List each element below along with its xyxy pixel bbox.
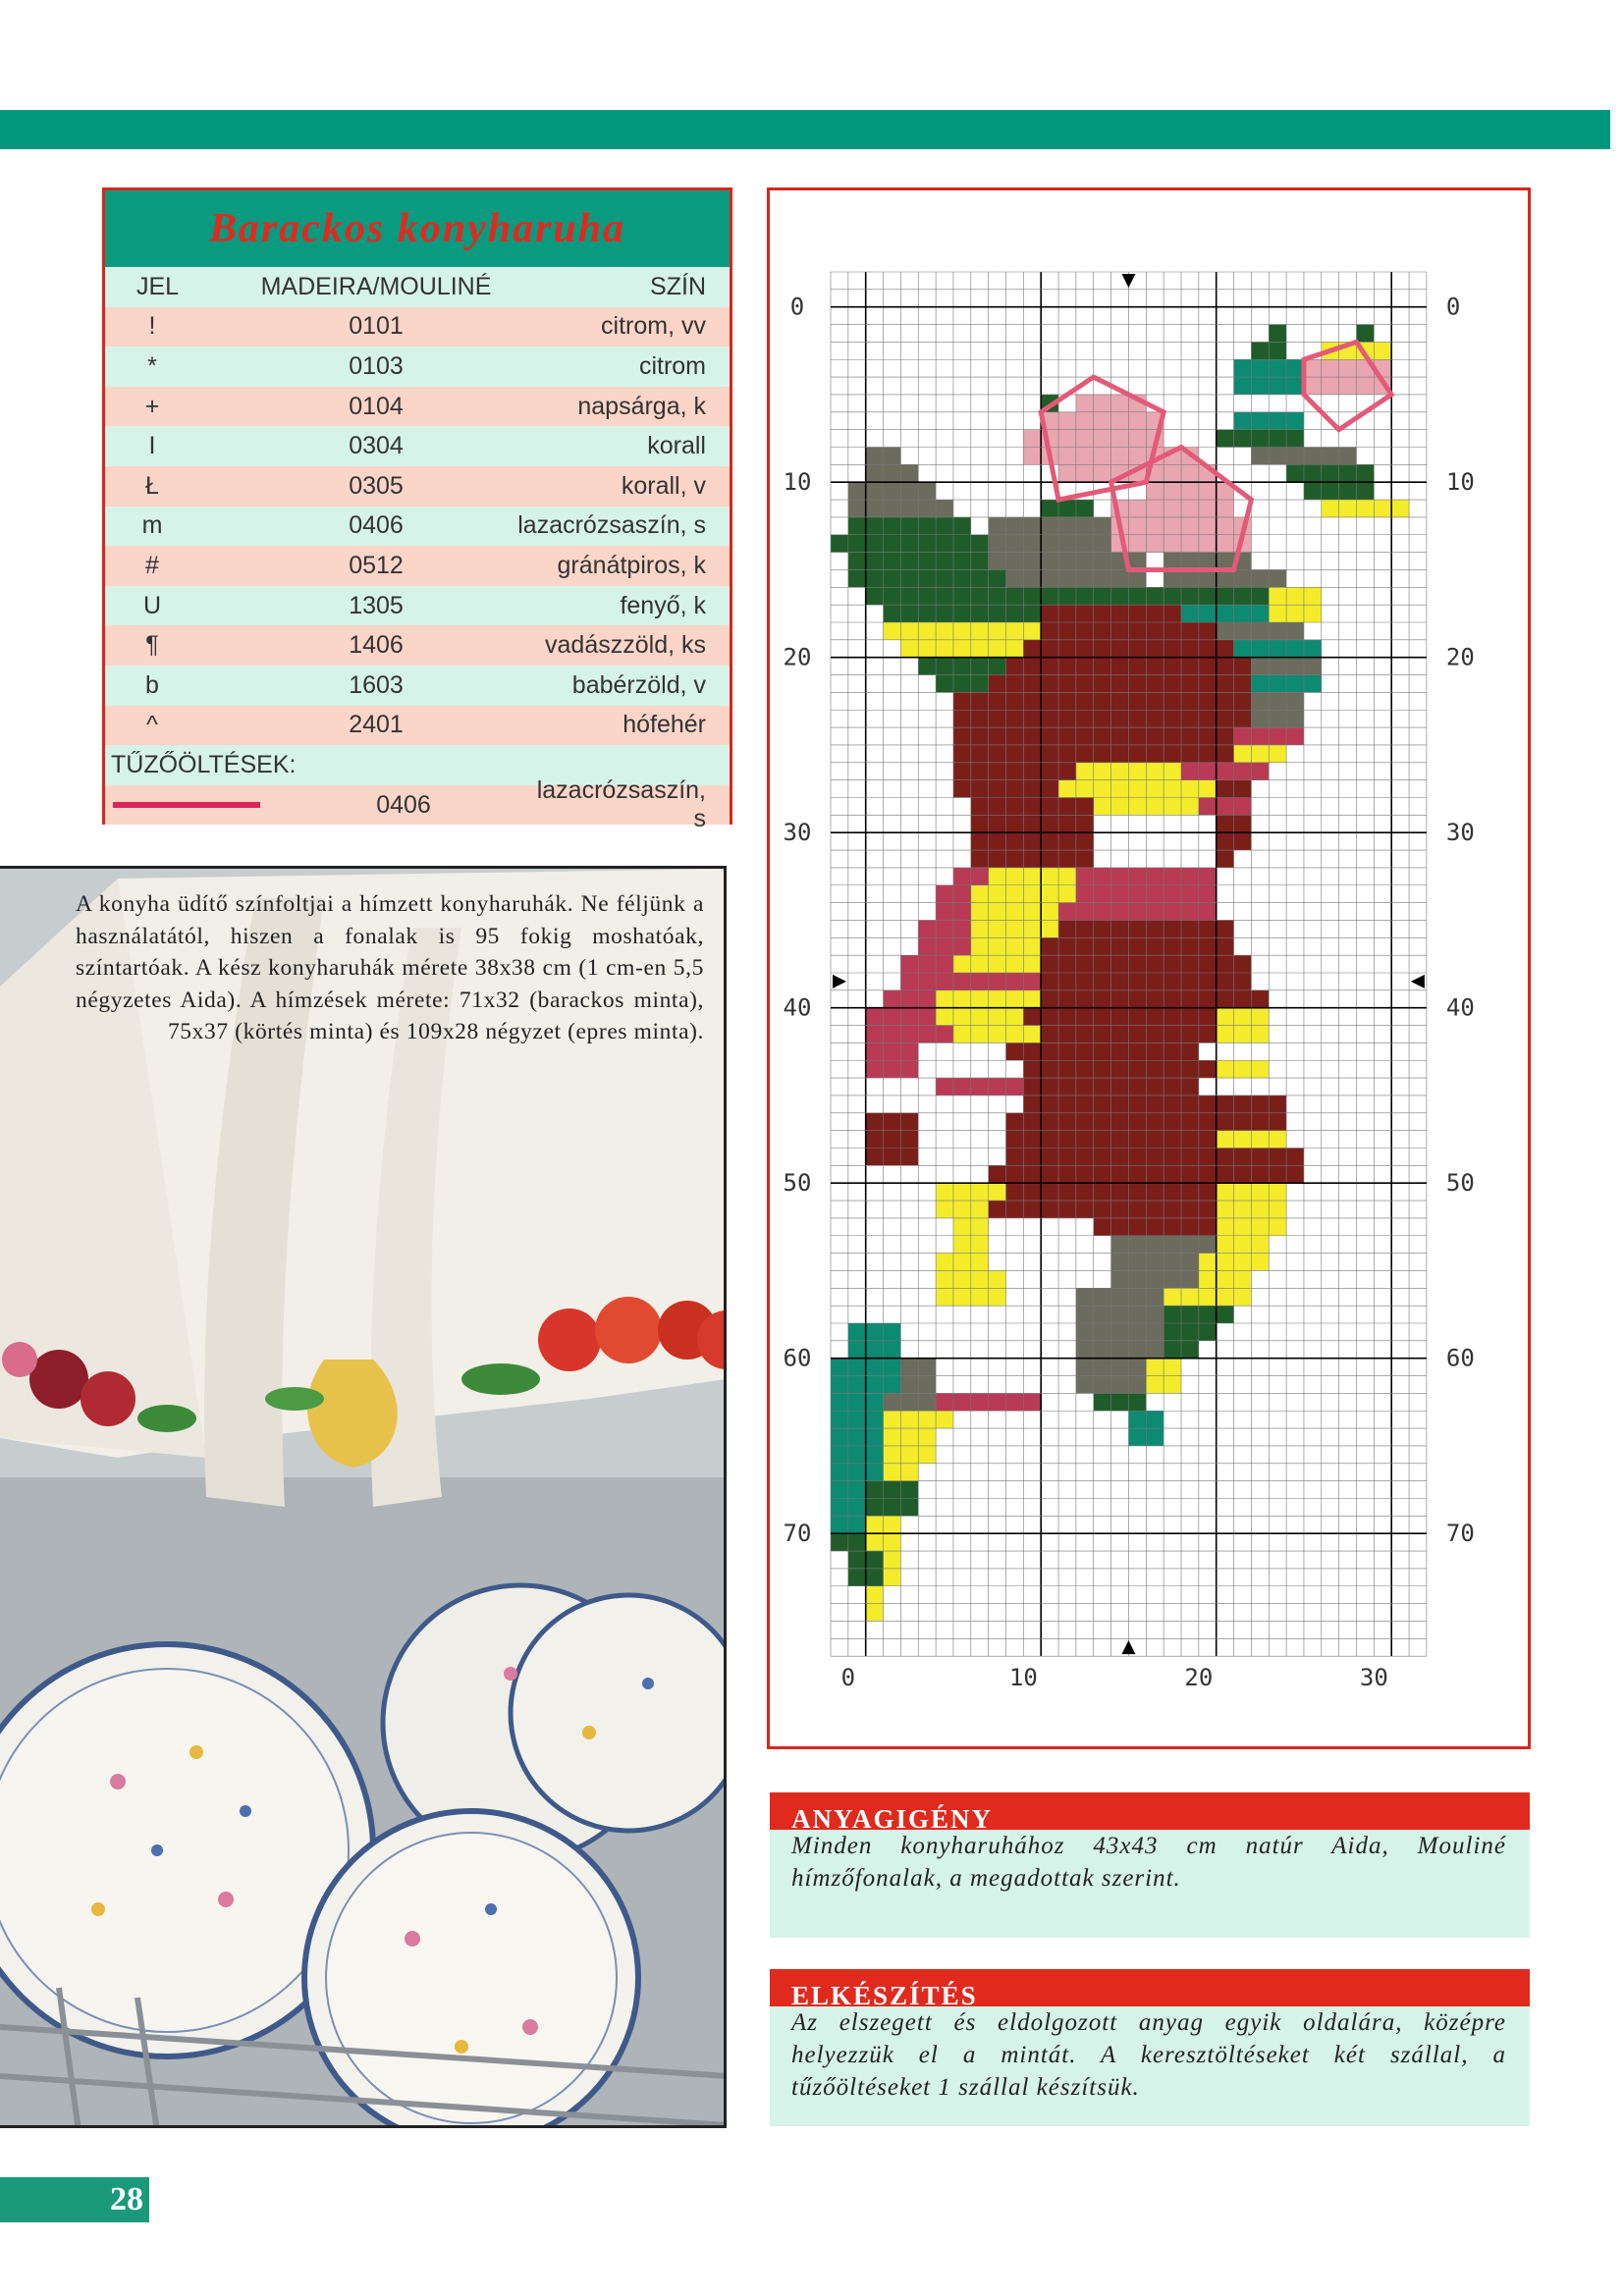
stitch-block: [1217, 430, 1304, 448]
stitch-block: [936, 1078, 1023, 1095]
stitch-block: [884, 1095, 937, 1113]
stitch-block: [1111, 500, 1234, 517]
backstitch-label: TŰZŐÖLTÉSEK:: [111, 750, 297, 778]
stitch-block: [953, 692, 1251, 710]
stitch-block: [1199, 798, 1252, 816]
right-axis-label: 10: [1445, 468, 1475, 497]
stitch-block: [936, 1201, 989, 1218]
legend-symbol: ^: [146, 711, 158, 739]
stitch-block: [866, 464, 919, 482]
stitch-block: [1217, 1148, 1304, 1166]
stitch-block: [884, 1446, 937, 1464]
header-bar: [0, 110, 1610, 149]
center-marker-right: [1411, 975, 1425, 988]
materials-heading: ANYAGIGÉNY: [770, 1792, 1530, 1830]
stitch-block: [1058, 903, 1217, 921]
stitch-block: [1234, 745, 1287, 763]
legend-row: [105, 347, 730, 387]
header-code: MADEIRA/MOULINÉ: [260, 272, 492, 300]
stitch-block: [989, 868, 1076, 885]
legend-symbol: ¶: [145, 631, 159, 660]
page-number: 28: [0, 2177, 149, 2222]
stitch-block: [866, 1481, 919, 1499]
stitch-block: [918, 1148, 1005, 1166]
legend-symbol: m: [141, 511, 163, 540]
stitch-block: [1164, 1323, 1217, 1341]
stitch-block: [918, 1131, 1005, 1148]
stitch-block: [1251, 710, 1304, 727]
materials-text: Minden konyharuhához 43x43 cm natúr Aida, Mouliné hímzőfonalak, a megadottak szerint.: [791, 1833, 1506, 1892]
stitch-block: [866, 1165, 919, 1183]
stitch-block: [831, 1446, 884, 1464]
stitch-block: [900, 1323, 1023, 1341]
legend-header-row: [105, 267, 730, 307]
stitch-block: [1006, 1042, 1199, 1060]
stitch-block: [971, 850, 1094, 868]
legend-code: 1406: [349, 631, 404, 660]
stitch-block: [918, 1113, 1005, 1131]
stitch-block: [971, 920, 1058, 937]
stitch-block: [866, 1060, 919, 1078]
stitch-block: [884, 1393, 937, 1411]
legend-color: korall: [647, 432, 706, 460]
stitch-block: [1322, 500, 1409, 517]
stitch-block: [1251, 692, 1304, 710]
legend-color: citrom: [638, 351, 706, 380]
stitch-block: [989, 517, 1111, 535]
stitch-block: [1111, 1270, 1199, 1288]
stitch-block: [1023, 1060, 1216, 1078]
stitch-block: [866, 1586, 884, 1604]
stitch-block: [884, 622, 1042, 640]
stitch-block: [971, 832, 1094, 850]
stitch-block: [953, 780, 1076, 798]
left-axis-label: 20: [783, 643, 812, 671]
center-marker-bottom: [1121, 1640, 1135, 1654]
legend-color: fenyő, k: [620, 591, 706, 619]
stitch-block: [1304, 377, 1391, 395]
stitch-block: [1164, 1288, 1251, 1306]
left-axis-label: 70: [783, 1520, 812, 1548]
stitch-block: [831, 1464, 884, 1481]
stitch-block: [1041, 937, 1233, 955]
stitch-block: [831, 1411, 884, 1428]
header-color: SZÍN: [650, 272, 706, 300]
center-marker-left: [833, 975, 846, 988]
photo-caption: A konyha üdítő színfoltjai a hímzett konyharuhák. Ne féljünk a használatától, hiszen a fonalak is 95 fokig moshatóak, színtartóak. A kész konyharuhák mérete 38x38 cm (1 cm-en 5,5 négyzetes Aida). A hímzések mérete: 71x32 (barackos minta), 75x37 (körtés minta) és 109x28 négyzet (epres minta).: [76, 891, 704, 1044]
legend-row: [105, 586, 730, 626]
stitch-block: [884, 1078, 937, 1095]
stitch-block: [1217, 622, 1304, 640]
color-key-table: [102, 187, 732, 833]
legend-row: [105, 387, 730, 427]
instructions-box: [770, 1969, 1530, 2126]
legend-code: 1603: [349, 670, 404, 699]
legend-code: 0304: [349, 432, 404, 460]
stitch-block: [989, 1165, 1217, 1183]
legend-symbol: #: [145, 551, 159, 579]
legend-symbol: Ł: [145, 471, 159, 500]
stitch-block: [1269, 587, 1322, 605]
stitch-block: [989, 535, 1111, 553]
stitch-block: [1111, 1254, 1199, 1271]
left-axis-label: 10: [783, 468, 812, 497]
stitch-block: [1217, 1026, 1270, 1043]
stitch-block: [918, 1042, 1005, 1060]
legend-symbol: b: [145, 670, 159, 699]
right-axis-label: 20: [1445, 643, 1475, 671]
stitch-block: [1357, 325, 1375, 343]
right-axis-label: 60: [1445, 1344, 1475, 1372]
stitch-block: [1217, 1060, 1270, 1078]
legend-color: lazacrózsaszín, s: [517, 511, 706, 540]
stitch-block: [1217, 1008, 1270, 1026]
stitch-block: [953, 955, 1041, 973]
stitch-block: [1217, 1165, 1304, 1183]
stitch-block: [831, 535, 989, 553]
legend-symbol: I: [148, 432, 156, 460]
stitch-block: [971, 815, 1094, 832]
stitch-block: [900, 955, 953, 973]
stitch-block: [848, 1323, 901, 1341]
stitch-block: [989, 675, 1252, 693]
stitch-block: [1094, 850, 1217, 868]
legend-color: citrom, vv: [601, 312, 706, 341]
stitch-block: [848, 517, 971, 535]
stitch-block: [866, 1218, 953, 1236]
legend-color: babérzöld, v: [571, 670, 706, 699]
backstitch-line-cell: [105, 802, 264, 808]
legend-row: [105, 466, 730, 507]
stitch-block: [1094, 832, 1217, 850]
bottom-axis-label: 0: [840, 1664, 856, 1692]
stitch-block: [918, 937, 971, 955]
stitch-block: [1181, 605, 1269, 622]
stitch-block: [989, 553, 1147, 570]
kitchen-towel-photo: [0, 866, 727, 2128]
stitch-block: [884, 1551, 901, 1569]
legend-code: 0101: [349, 312, 404, 341]
legend-symbol: !: [148, 312, 156, 341]
stitch-block: [866, 1131, 919, 1148]
legend-code: 0406: [349, 511, 404, 540]
left-axis-label: 40: [783, 993, 812, 1022]
legend-color: korall, v: [621, 471, 706, 500]
instructions-text: Az elszegett és eldolgozott anyag egyik oldalára, középre helyezzük el a mintát. A keresztöltéseket két szállal, a tűzőöltéseket 1 szállal készítsük.: [791, 2009, 1506, 2101]
stitch-block: [1041, 412, 1164, 430]
stitch-block: [1023, 1008, 1216, 1026]
stitch-block: [1199, 1270, 1252, 1288]
stitch-block: [1058, 780, 1217, 798]
stitch-block: [866, 1113, 919, 1131]
right-axis-label: 30: [1445, 819, 1475, 847]
instructions-heading: ELKÉSZÍTÉS: [770, 1969, 1530, 2006]
right-axis-label: 0: [1445, 293, 1461, 321]
stitch-block: [884, 605, 1042, 622]
stitch-block: [1094, 815, 1217, 832]
stitch-block: [1094, 1218, 1217, 1236]
stitch-block: [953, 710, 1251, 727]
stitch-block: [936, 1254, 989, 1271]
stitch-block: [866, 1604, 884, 1622]
legend-code: 1305: [349, 591, 404, 619]
legend-row: [105, 666, 730, 706]
backstitch-code: 0406: [376, 790, 431, 819]
left-axis-label: 50: [783, 1169, 812, 1198]
header-symbol: JEL: [136, 272, 180, 300]
stitch-block: [1146, 482, 1233, 500]
backstitch-line-sample: [113, 802, 260, 808]
legend-symbol: +: [144, 392, 160, 420]
stitch-block: [866, 1148, 919, 1166]
stitch-block: [866, 1499, 919, 1517]
bottom-axis-label: 30: [1359, 1664, 1388, 1692]
stitch-block: [1041, 990, 1269, 1008]
photo-illustration: [0, 869, 727, 2128]
legend-row: [105, 426, 730, 466]
stitch-block: [884, 1428, 937, 1446]
stitch-block: [1269, 605, 1322, 622]
stitch-block: [1269, 325, 1286, 343]
bottom-axis-label: 10: [1008, 1664, 1038, 1692]
stitch-block: [1041, 500, 1094, 517]
stitch-block: [900, 973, 953, 990]
chart-grid: [770, 190, 1528, 1746]
legend-color: hófehér: [623, 711, 706, 739]
stitch-block: [1199, 1095, 1286, 1113]
stitch-block: [831, 1393, 884, 1411]
bottom-axis-label: 20: [1184, 1664, 1214, 1692]
stitch-block: [1234, 640, 1322, 658]
left-axis-label: 60: [783, 1344, 812, 1372]
legend-row: [105, 625, 730, 666]
legend-color: vadászzöld, ks: [545, 631, 706, 660]
legend-code: 0104: [349, 392, 404, 420]
stitch-block: [953, 763, 1076, 780]
left-axis-label: 30: [783, 819, 812, 847]
stitch-block: [918, 920, 971, 937]
stitch-block: [831, 1428, 884, 1446]
stitch-block: [1217, 1236, 1270, 1254]
cross-stitch-chart: [767, 187, 1531, 1749]
center-marker-top: [1121, 274, 1135, 288]
left-axis-label: 0: [789, 293, 805, 321]
legend-row: [105, 706, 730, 746]
legend-title: Barackos konyharuha: [105, 190, 730, 267]
backstitch-row: [105, 776, 730, 833]
stitch-block: [989, 1201, 1217, 1218]
legend-code: 0512: [349, 551, 404, 579]
stitch-block: [1286, 464, 1374, 482]
stitch-block: [1076, 1323, 1164, 1341]
stitch-block: [1164, 569, 1286, 587]
right-axis-label: 70: [1445, 1520, 1475, 1548]
stitch-block: [848, 569, 1006, 587]
legend-color: napsárga, k: [577, 392, 706, 420]
stitch-block: [866, 1236, 953, 1254]
legend-row: [105, 546, 730, 586]
stitch-block: [866, 1042, 919, 1060]
legend-code: 0305: [349, 471, 404, 500]
legend-row: [105, 307, 730, 347]
stitch-block: [936, 1008, 1023, 1026]
stitch-block: [884, 1569, 901, 1586]
stitch-block: [953, 973, 1041, 990]
backstitch-color: lazacrózsaszín, s: [536, 776, 706, 833]
legend-symbol: *: [147, 351, 157, 380]
stitch-block: [1094, 1393, 1147, 1411]
stitch-block: [1076, 1341, 1164, 1359]
right-axis-label: 40: [1445, 993, 1475, 1022]
legend-code: 0103: [349, 351, 404, 380]
right-axis-label: 50: [1445, 1169, 1475, 1198]
materials-box: [770, 1792, 1530, 1938]
stitch-block: [866, 1026, 953, 1043]
stitch-block: [848, 1341, 901, 1359]
legend-symbol: U: [142, 591, 162, 619]
stitch-block: [866, 587, 1024, 605]
stitch-block: [971, 903, 1058, 921]
legend-color: gránátpiros, k: [557, 551, 706, 579]
stitch-block: [1217, 850, 1234, 868]
stitch-block: [1076, 1288, 1164, 1306]
stitch-block: [1181, 763, 1269, 780]
legend-code: 2401: [349, 711, 404, 739]
legend-row: [105, 507, 730, 547]
stitch-block: [884, 990, 937, 1008]
stitch-block: [1076, 1306, 1164, 1323]
stitch-block: [953, 1026, 1041, 1043]
stitch-block: [936, 1306, 1023, 1323]
stitch-block: [936, 1095, 1023, 1113]
stitch-block: [848, 482, 936, 500]
